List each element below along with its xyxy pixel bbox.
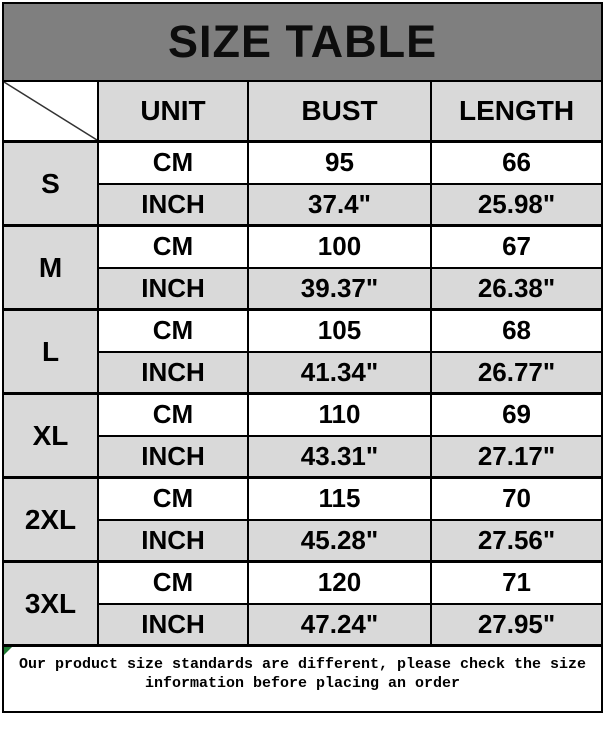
size-label-xl: XL [3, 394, 98, 478]
size-label-l: L [3, 310, 98, 394]
size-label-s: S [3, 142, 98, 226]
length-value: 66 [431, 142, 602, 184]
table-row [3, 226, 602, 268]
bust-value: 100 [248, 226, 431, 268]
unit-label: CM [98, 142, 248, 184]
size-label-3xl: 3XL [3, 562, 98, 646]
length-value: 27.17" [431, 436, 602, 478]
bust-value: 43.31" [248, 436, 431, 478]
footer-note-line2: information before placing an order [144, 675, 461, 692]
header-row [3, 81, 602, 142]
length-value: 27.56" [431, 520, 602, 562]
bust-value: 37.4" [248, 184, 431, 226]
length-value: 26.77" [431, 352, 602, 394]
footer-note-cell [3, 646, 602, 713]
unit-label: INCH [98, 436, 248, 478]
table-row [3, 394, 602, 436]
unit-label: INCH [98, 520, 248, 562]
column-header-unit: UNIT [98, 81, 248, 142]
unit-label: CM [98, 478, 248, 520]
cell-corner-marker-icon [4, 647, 12, 655]
unit-label: CM [98, 562, 248, 604]
size-label-2xl: 2XL [3, 478, 98, 562]
length-value: 70 [431, 478, 602, 520]
bust-value: 95 [248, 142, 431, 184]
length-value: 68 [431, 310, 602, 352]
bust-value: 105 [248, 310, 431, 352]
bust-value: 120 [248, 562, 431, 604]
diagonal-line-icon [4, 82, 97, 140]
footer-note-line1: Our product size standards are different, please check the size [18, 656, 587, 673]
title-row [3, 3, 602, 81]
column-header-bust: BUST [248, 81, 431, 142]
unit-label: INCH [98, 352, 248, 394]
length-value: 67 [431, 226, 602, 268]
size-table [2, 2, 603, 713]
column-header-length: LENGTH [431, 81, 602, 142]
unit-label: CM [98, 310, 248, 352]
page-title: SIZE TABLE [3, 3, 602, 81]
length-value: 69 [431, 394, 602, 436]
length-value: 26.38" [431, 268, 602, 310]
bust-value: 39.37" [248, 268, 431, 310]
table-row [3, 478, 602, 520]
table-row [3, 142, 602, 184]
unit-label: INCH [98, 268, 248, 310]
bust-value: 45.28" [248, 520, 431, 562]
unit-label: INCH [98, 604, 248, 646]
unit-label: INCH [98, 184, 248, 226]
unit-label: CM [98, 226, 248, 268]
length-value: 71 [431, 562, 602, 604]
footer-row [3, 646, 602, 713]
diagonal-header-cell [3, 81, 98, 142]
length-value: 27.95" [431, 604, 602, 646]
bust-value: 41.34" [248, 352, 431, 394]
bust-value: 47.24" [248, 604, 431, 646]
bust-value: 115 [248, 478, 431, 520]
size-label-m: M [3, 226, 98, 310]
length-value: 25.98" [431, 184, 602, 226]
table-row [3, 562, 602, 604]
bust-value: 110 [248, 394, 431, 436]
table-row [3, 310, 602, 352]
unit-label: CM [98, 394, 248, 436]
